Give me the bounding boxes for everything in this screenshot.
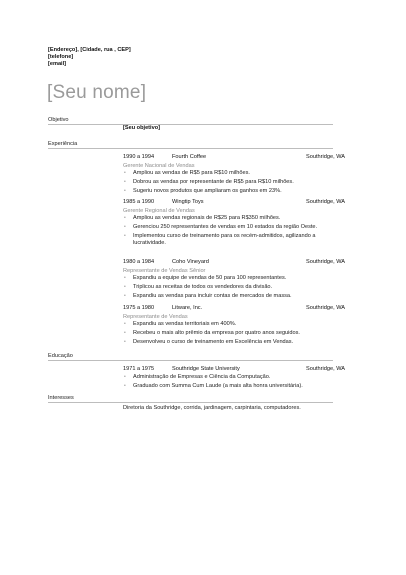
entry-bullet-list (123, 374, 345, 390)
contact-address[interactable]: [Endereço], [Cidade, rua , CEP] (48, 47, 131, 53)
entry-dates[interactable]: 1990 a 1994 (123, 154, 155, 160)
section-rule-objective (48, 124, 333, 125)
list-item[interactable]: • Graduado com Summa Cum Laude (a mais alta honra universitária). (124, 382, 303, 389)
list-item[interactable]: • Ampliou as vendas de R$5 para R$10 milhões. (124, 170, 250, 176)
section-rule-education (48, 360, 333, 361)
section-label-interests: Interesses (48, 395, 74, 401)
list-item[interactable]: • Expandiu as vendas para incluir contas de mercados de massa. (124, 292, 292, 299)
bullet-icon: • (124, 292, 126, 299)
entry-bullet-list (123, 215, 345, 247)
list-item[interactable]: • Triplicou as receitas de todos os vendedores da divisão. (124, 283, 273, 290)
entry-bullet-list (123, 321, 345, 346)
interests-text[interactable]: Diretoria da Southridge, corrida, jardinagem, carpintaria, computadores. (123, 405, 301, 411)
entry-dates[interactable]: 1971 a 1975 (123, 366, 155, 372)
section-label-objective: Objetivo (48, 117, 69, 123)
entry-job-title[interactable]: Gerente Regional de Vendas (123, 208, 195, 214)
list-item[interactable]: • Administração de Empresas e Ciência da Computação. (124, 374, 271, 380)
list-item[interactable]: • Expandiu a equipe de vendas de 50 para 100 representantes. (124, 275, 287, 281)
experience-entry (123, 305, 345, 347)
experience-entry (123, 259, 345, 301)
bullet-icon: • (124, 178, 126, 185)
entry-organization[interactable]: Southridge State University (172, 366, 240, 372)
bullet-icon: • (124, 170, 126, 176)
entry-organization[interactable]: Litware, Inc. (172, 305, 203, 311)
section-rule-experience (48, 148, 333, 149)
entry-job-title[interactable]: Gerente Nacional de Vendas (123, 163, 195, 169)
entry-location[interactable]: Southridge, WA (306, 199, 345, 205)
your-name-title[interactable]: [Seu nome] (47, 82, 147, 103)
entry-organization[interactable]: Fourth Coffee (172, 154, 207, 160)
entry-organization[interactable]: Coho Vineyard (172, 259, 209, 265)
entry-bullet-list (123, 275, 345, 300)
section-rule-interests (48, 402, 333, 403)
bullet-icon: • (124, 232, 126, 239)
bullet-icon: • (124, 275, 126, 281)
contact-block (48, 47, 131, 69)
bullet-icon: • (124, 329, 126, 336)
entry-location[interactable]: Southridge, WA (306, 154, 345, 160)
entry-bullet-list (123, 170, 345, 195)
list-item[interactable]: • Desenvolveu o curso de treinamento em Excelência em Vendas. (124, 338, 294, 345)
entry-location[interactable]: Southridge, WA (306, 305, 345, 311)
entry-location[interactable]: Southridge, WA (306, 259, 345, 265)
bullet-icon: • (124, 374, 126, 380)
entry-organization[interactable]: Wingtip Toys (172, 199, 204, 205)
list-item[interactable]: • Sugeriu novos produtos que ampliaram os ganhos em 23%. (124, 187, 282, 194)
objective-text[interactable]: [Seu objetivo] (123, 125, 160, 131)
bullet-icon: • (124, 215, 126, 221)
entry-dates[interactable]: 1980 a 1984 (123, 259, 155, 265)
list-item[interactable]: • Dobrou as vendas por representante de R$5 para R$10 milhões. (124, 178, 294, 185)
list-item[interactable]: • Recebeu o mais alto prêmio da empresa por quatro anos seguidos. (124, 329, 300, 336)
bullet-icon: • (124, 338, 126, 345)
entry-dates[interactable]: 1985 a 1990 (123, 199, 155, 205)
section-label-education: Educação (48, 353, 73, 359)
experience-entry (123, 199, 345, 249)
section-label-experience: Experiência (48, 141, 78, 147)
entry-dates[interactable]: 1975 a 1980 (123, 305, 155, 311)
list-item[interactable]: • Implementou curso de treinamento para os recém-admitidos, agilizando a lucratividade. (124, 232, 316, 246)
list-item[interactable]: • Gerenciou 250 representantes de vendas em 10 estados da região Oeste. (124, 223, 318, 230)
contact-email[interactable]: [email] (48, 61, 67, 68)
entry-job-title[interactable]: Representante de Vendas (123, 314, 188, 320)
bullet-icon: • (124, 382, 126, 389)
list-item[interactable]: • Expandiu as vendas territoriais em 400%. (124, 321, 237, 327)
contact-phone[interactable]: [telefone] (48, 54, 74, 61)
bullet-icon: • (124, 321, 126, 327)
bullet-icon: • (124, 223, 126, 230)
experience-entry (123, 154, 345, 196)
list-item[interactable]: • Ampliou as vendas regionais de R$25 para R$350 milhões. (124, 215, 281, 221)
education-entry (123, 366, 345, 392)
entry-location[interactable]: Southridge, WA (306, 366, 345, 372)
entry-job-title[interactable]: Representante de Vendas Sênior (123, 268, 206, 274)
bullet-icon: • (124, 283, 126, 290)
bullet-icon: • (124, 187, 126, 194)
